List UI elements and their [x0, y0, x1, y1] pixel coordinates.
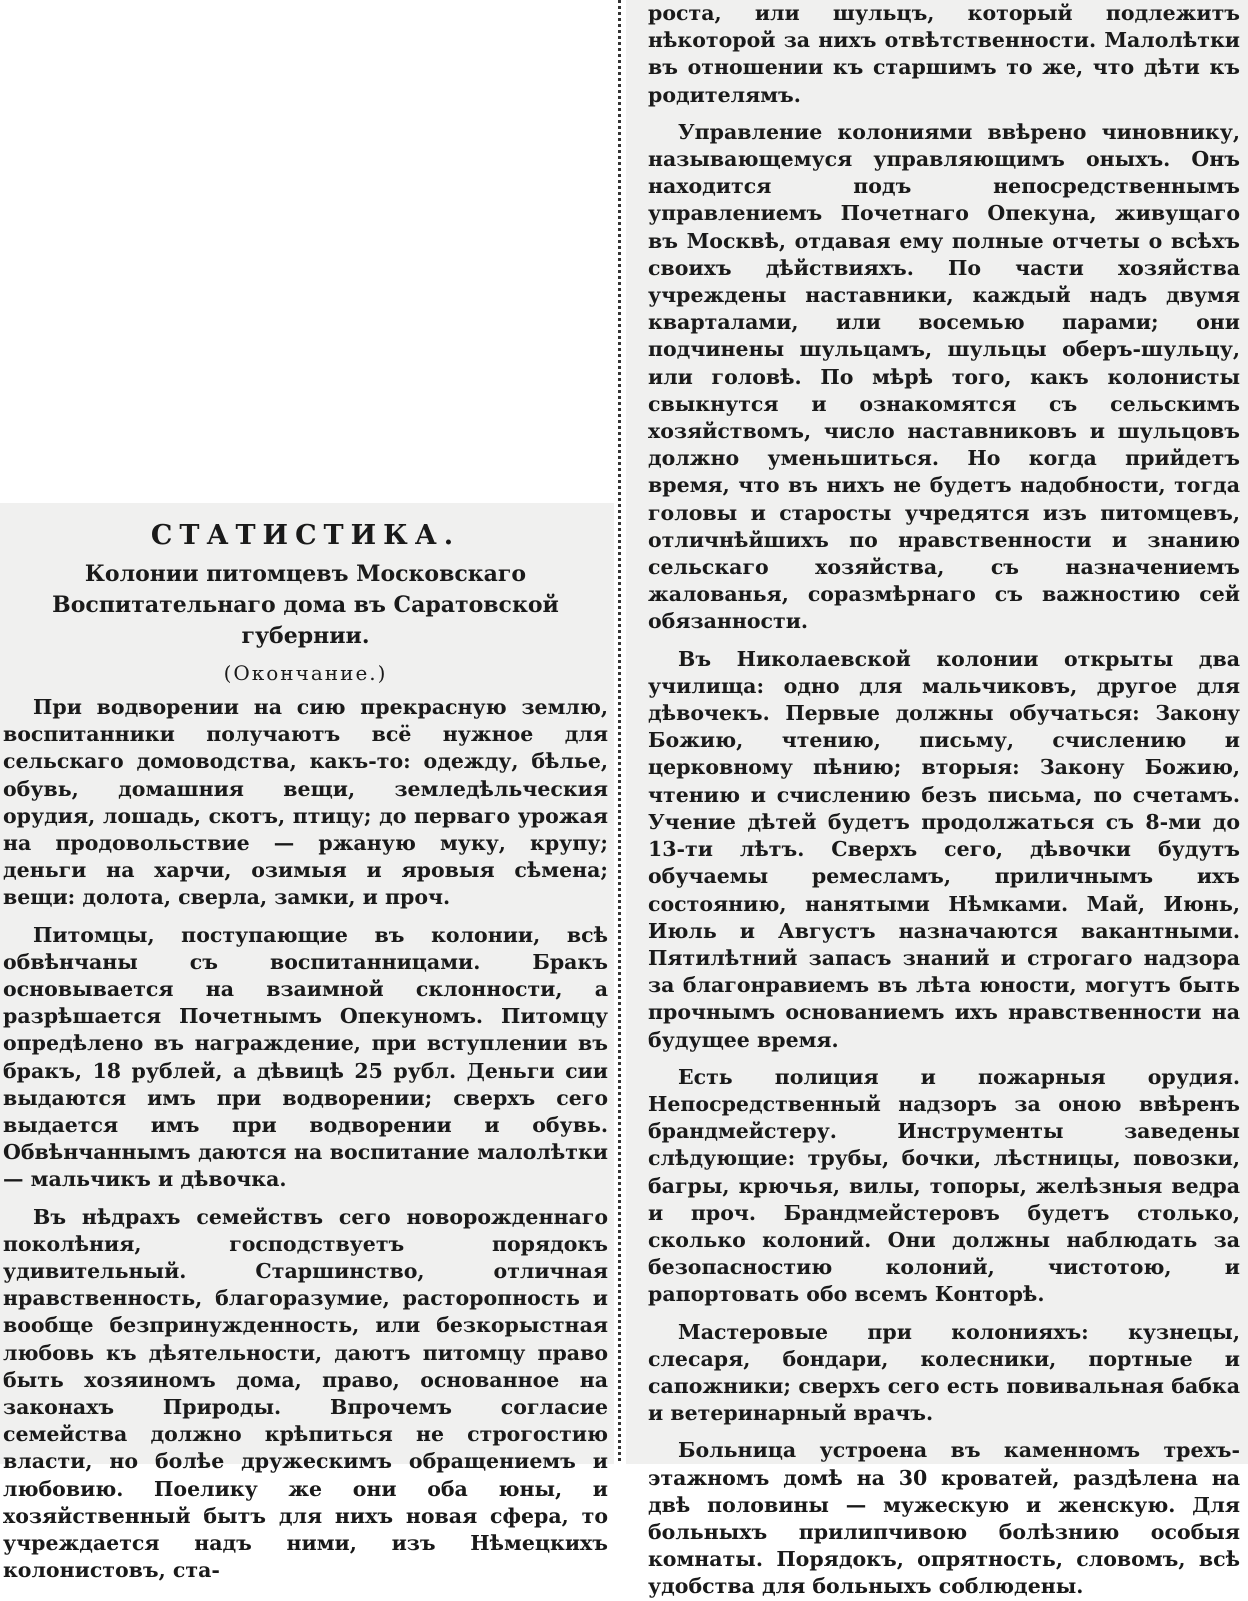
- column-divider: [617, 0, 623, 1464]
- blank-area: [0, 0, 622, 503]
- continuation-note: (Окончание.): [223, 661, 388, 685]
- left-column: [0, 503, 614, 1583]
- paragraph: Въ нѣдрахъ семействъ сего новорожденнаго поколѣния, господствуетъ порядокъ удивительный. Старшинство, отличная нравственность, благоразумие, расторопность и вообще безпринужденность, или безкорыстная любовь къ дѣятельности, даютъ питомцу право быть хозяиномъ дома, право, основанное на законахъ Природы. Впрочемъ согласие семейства должно крѣпиться не строгостию власти, но болѣе дружескимъ обращениемъ и любовию. Поелику же они оба юны, и хозяйственный бытъ для нихъ новая сфера, то учреждается надъ ними, изъ Нѣмецкихъ колонистовъ, ста-: [3, 1204, 608, 1583]
- paragraph: Управление колониями ввѣрено чиновнику, называющемуся управляющимъ оныхъ. Онъ находится подъ непосредственнымъ управлениемъ Почетнаго Опекуна, живущаго въ Москвѣ, отдавая ему полные отчеты о всѣхъ своихъ дѣйствияхъ. По части хозяйства учреждены наставники, каждый надъ двумя кварталами, или восемью парами; они подчинены шульцамъ, шульцы оберъ-шульцу, или головѣ. По мѣрѣ того, какъ колонисты свыкнутся и ознакомятся съ сельскимъ хозяйствомъ, число наставниковъ и шульцовъ должно уменьшиться. Но когда прийдетъ время, что въ нихъ не будетъ надобности, тогда головы и старосты учредятся изъ питомцевъ, отличнѣйшихъ по нравственности и знанию сельскаго хозяйства, съ назначениемъ жалованья, соразмѣрнаго съ важностию сей обязанности.: [648, 119, 1240, 634]
- section-heading: СТАТИСТИКА.: [150, 520, 461, 551]
- paragraph: Есть полиция и пожарныя орудия. Непосредственный надзоръ за оною ввѣренъ брандмейстеру. Инструменты заведены слѣдующие: трубы, бочки, лѣстницы, повозки, багры, крючья, вилы, топоры, желѣзныя ведра и проч. Брандмейстеровъ будетъ столько, сколько колоний. Они должны наблюдать за безопасностию колоний, чистотою, и рапортовать обо всемъ Конторѣ.: [648, 1064, 1240, 1307]
- article-title: Колонии питомцевъ Московскаго Воспитательнаго дома въ Саратовской губернии.: [52, 561, 559, 649]
- paragraph: Въ Николаевской колонии открыты два училища: одно для мальчиковъ, другое для дѣвочекъ. Первые должны обучаться: Закону Божию, чтению, письму, счислению и церковному пѣнию; вторыя: Закону Божию, чтению и счислению безъ письма, по счетамъ. Учение дѣтей будетъ продолжаться съ 8-ми до 13-ти лѣтъ. Сверхъ сего, дѣвочки будутъ обучаемы ремесламъ, приличнымъ ихъ состоянию, нанятыми Нѣмками. Май, Июнь, Июль и Августъ назначаются вакантными. Пятилѣтний запасъ знаний и строгаго надзора за благонравиемъ въ лѣта юности, могутъ быть прочнымъ основаниемъ ихъ нравственности на будущее время.: [648, 646, 1240, 1052]
- paragraph: роста, или шульцъ, который подлежитъ нѣкоторой за нихъ отвѣтственности. Малолѣтки въ отношении къ старшимъ то же, что дѣти къ родителямъ.: [648, 1, 1240, 107]
- paragraph: При водворении на сию прекрасную землю, воспитанники получаютъ всё нужное для сельскаго домоводства, какъ-то: одежду, бѣлье, обувь, домашния вещи, земледѣльческия орудия, лошадь, скотъ, птицу; до перваго урожая на продовольствие — ржаную муку, крупу; деньги на харчи, озимыя и яровыя сѣмена; вещи: долота, сверла, замки, и проч.: [3, 695, 608, 910]
- paragraph: Мастеровые при колонияхъ: кузнецы, слесаря, бондари, колесники, портные и сапожники; сверхъ сего есть повивальная бабка и ветеринарный врачъ.: [648, 1319, 1240, 1426]
- paragraph: Больница устроена въ каменномъ трехъ-этажномъ домѣ на 30 кроватей, раздѣлена на двѣ половины — мужескую и женскую. Для больныхъ прилипчивою болѣзнию особыя комнаты. Порядокъ, опрятность, словомъ, всѣ удобства для больныхъ соблюдены.: [648, 1438, 1240, 1599]
- paragraph: Питомцы, поступающие въ колонии, всѣ обвѣнчаны съ воспитанницами. Бракъ основывается на взаимной склонности, а разрѣшается Почетнымъ Опекуномъ. Питомцу опредѣлено въ награждение, при вступлении въ бракъ, 18 рублей, а дѣвицѣ 25 рубл. Деньги сии выдаются имъ при водворении; сверхъ сего выдается имъ при водворении и обувь. Обвѣнчаннымъ даются на воспитание малолѣтки — мальчикъ и дѣвочка.: [3, 922, 608, 1192]
- right-column: [626, 0, 1248, 1599]
